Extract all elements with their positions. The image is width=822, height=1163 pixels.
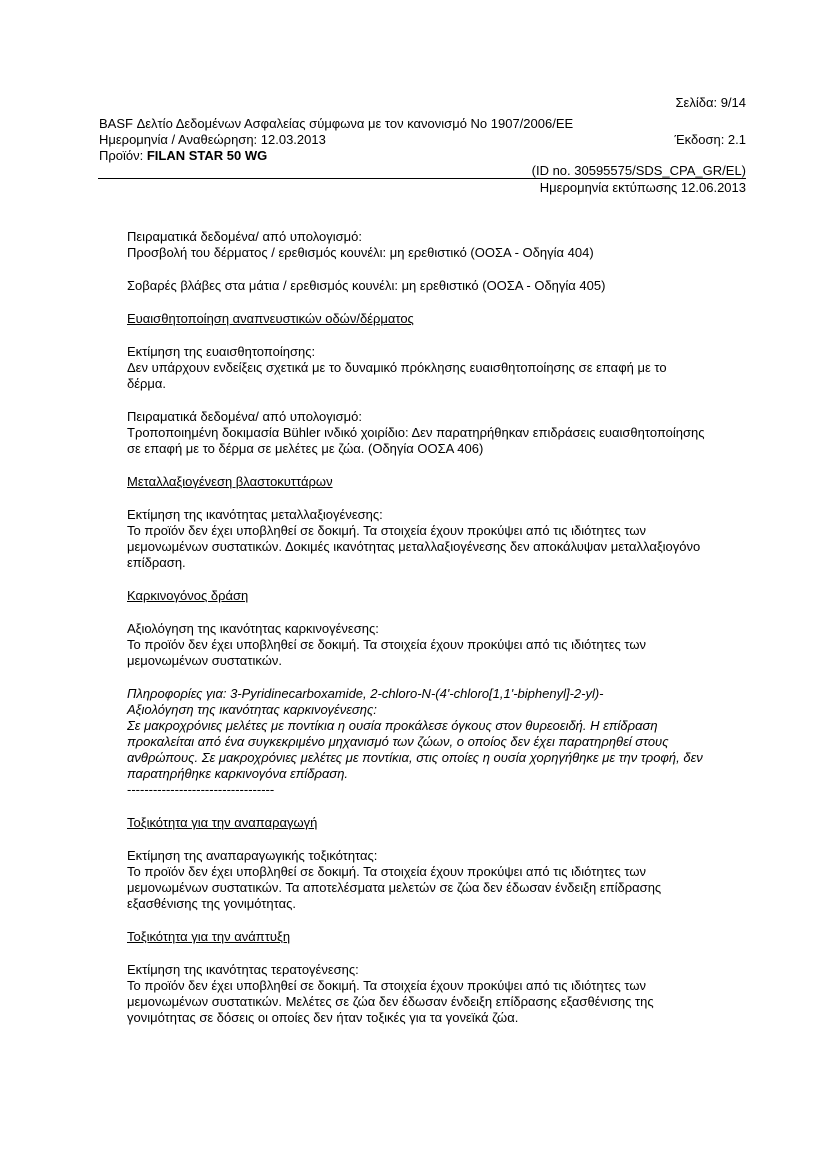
reproductive-toxicity-assessment [127, 848, 749, 912]
sensitisation-assessment [127, 344, 749, 392]
section-heading-mutagenicity: Μεταλλαξιογένεση βλαστοκυττάρων [127, 474, 333, 489]
text-line: Το προϊόν δεν έχει υποβληθεί σε δοκιμή. Τα στοιχεία έχουν προκύψει από τις ιδιότητες των [127, 978, 647, 993]
text-line: Εκτίμηση της αναπαραγωγικής τοξικότητας: [127, 848, 378, 863]
text-line: Σε μακροχρόνιες μελέτες με ποντίκια η ουσία προκάλεσε όγκους στον θυρεοειδή. Η επίδραση [127, 718, 658, 733]
text-line: γονιμότητας σε δόσεις οι οποίες δεν ήταν τοξικές για τα γονεϊκά ζώα. [127, 1010, 519, 1025]
text-line: Το προϊόν δεν έχει υποβληθεί σε δοκιμή. Τα στοιχεία έχουν προκύψει από τις ιδιότητες των [127, 637, 647, 652]
developmental-toxicity-assessment [127, 962, 749, 1026]
text-line: Πειραματικά δεδομένα/ από υπολογισμό: [127, 409, 362, 424]
text-line: μεμονωμένων συστατικών. [127, 653, 282, 668]
text-line: επίδραση. [127, 555, 186, 570]
text-line: Δεν υπάρχουν ενδείξεις σχετικά με το δυναμικό πρόκλησης ευαισθητοποίησης σε επαφή με το [127, 360, 667, 375]
text-line: δέρμα. [127, 376, 167, 391]
header-rule [98, 178, 746, 179]
product [99, 148, 267, 164]
text-line: Αξιολόγηση της ικανότητας καρκινογένεσης: [127, 621, 379, 636]
eye-damage [127, 278, 749, 294]
carcinogenicity-substance-info [127, 686, 749, 782]
section-heading-carcinogenicity: Καρκινογόνος δράση [127, 588, 249, 603]
document-title: BASF Δελτίο Δεδομένων Ασφαλείας σύμφωνα με τον κανονισμό Νο 1907/2006/ΕΕ [99, 116, 574, 131]
text-line: παρατηρήθηκε καρκινογόνα επίδραση. [127, 766, 349, 781]
page-number: Σελίδα: 9/14 [675, 95, 746, 110]
skin-experimental-data [127, 229, 749, 261]
product-label: Προϊόν: [99, 148, 147, 163]
document-body [127, 229, 749, 1043]
text-line: Προσβολή του δέρματος / ερεθισμός κουνέλι: μη ερεθιστικό (ΟΟΣΑ - Οδηγία 404) [127, 245, 594, 260]
sensitisation-experimental-data [127, 409, 749, 457]
version: Έκδοση: 2.1 [674, 132, 746, 147]
section-heading-reproductive-toxicity: Τοξικότητα για την αναπαραγωγή [127, 815, 318, 830]
mutagenicity-assessment [127, 507, 749, 571]
text-line: Πληροφορίες για: 3-Pyridinecarboxamide, 2-chloro-N-(4'-chloro[1,1'-biphenyl]-2-yl)- [127, 686, 604, 701]
revision-date: Ημερομηνία / Αναθεώρηση: 12.03.2013 [99, 132, 326, 147]
text-line: ανθρώπους. Σε μακροχρόνιες μελέτες με ποντίκια, στις οποίες η ουσία χορηγήθηκε με την τροφή, δεν [127, 750, 703, 765]
text-line: Αξιολόγηση της ικανότητας καρκινογένεσης: [127, 702, 377, 717]
text-line: σε επαφή με το δέρμα σε μελέτες με ζώα. (Οδηγία ΟΟΣΑ 406) [127, 441, 484, 456]
product-name: FILAN STAR 50 WG [146, 148, 268, 163]
text-line: Τροποποιημένη δοκιμασία Bühler ινδικό χοιρίδιο: Δεν παρατηρήθηκαν επιδράσεις ευαισθητοποίησης [127, 425, 705, 440]
carcinogenicity-assessment [127, 621, 749, 669]
text-line: Σοβαρές βλάβες στα μάτια / ερεθισμός κουνέλι: μη ερεθιστικό (ΟΟΣΑ - Οδηγία 405) [127, 278, 606, 293]
text-line: Πειραματικά δεδομένα/ από υπολογισμό: [127, 229, 362, 244]
section-heading-developmental-toxicity: Τοξικότητα για την ανάπτυξη [127, 929, 291, 944]
text-line: Εκτίμηση της ευαισθητοποίησης: [127, 344, 316, 359]
text-line: μεμονωμένων συστατικών. Μελέτες σε ζώα δεν έδωσαν ένδειξη επίδρασης εξασθένισης της [127, 994, 654, 1009]
text-line: μεμονωμένων συστατικών. Τα αποτελέσματα μελετών σε ζώα δεν έδωσαν ένδειξη επίδρασης [127, 880, 662, 895]
separator-line: ---------------------------------- [127, 782, 275, 797]
text-line: προκαλείται από ένα συγκεκριμένο μηχανισμό των ζώων, ο οποίος δεν έχει παρατηρηθεί στους [127, 734, 669, 749]
text-line: Το προϊόν δεν έχει υποβληθεί σε δοκιμή. Τα στοιχεία έχουν προκύψει από τις ιδιότητες των [127, 864, 647, 879]
text-line: Εκτίμηση της ικανότητας τερατογένεσης: [127, 962, 359, 977]
document-id: (ID no. 30595575/SDS_CPA_GR/EL) [531, 163, 746, 178]
text-line: εξασθένισης της γονιμότητας. [127, 896, 296, 911]
print-date: Ημερομηνία εκτύπωσης 12.06.2013 [539, 180, 746, 195]
text-line: μεμονωμένων συστατικών. Δοκιμές ικανότητας μεταλλαξιογένεσης δεν αποκάλυψαν μεταλλαξιογόνο [127, 539, 701, 554]
text-line: Το προϊόν δεν έχει υποβληθεί σε δοκιμή. Τα στοιχεία έχουν προκύψει από τις ιδιότητες των [127, 523, 647, 538]
section-heading-sensitisation: Ευαισθητοποίηση αναπνευστικών οδών/δέρματος [127, 311, 414, 326]
text-line: Εκτίμηση της ικανότητας μεταλλαξιογένεσης: [127, 507, 383, 522]
